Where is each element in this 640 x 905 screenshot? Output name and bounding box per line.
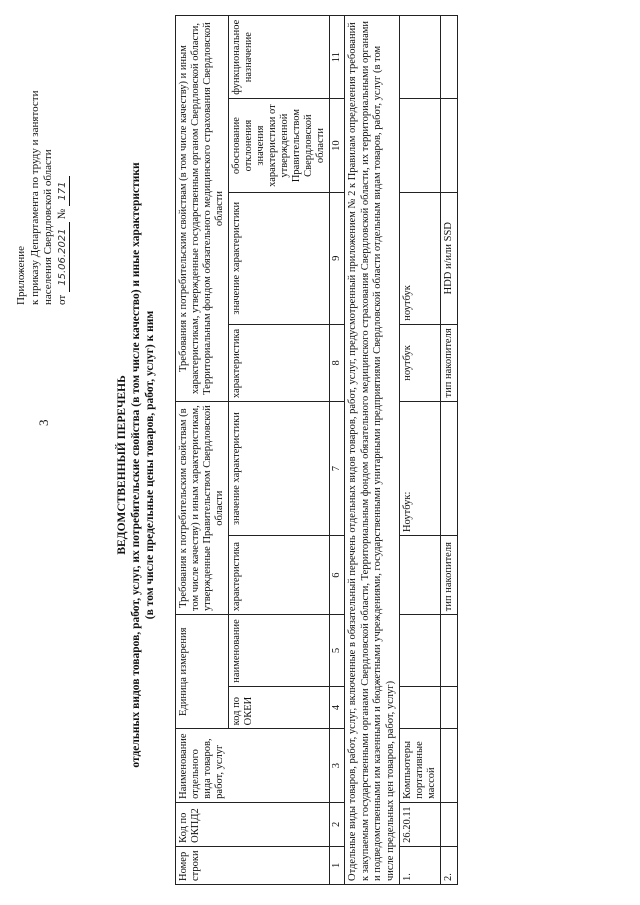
row-gov-val: Ноутбук: xyxy=(400,402,441,536)
row-func xyxy=(400,16,441,99)
row-func xyxy=(441,16,458,99)
row-okpd xyxy=(441,802,458,846)
appendix-block xyxy=(15,5,70,305)
page-number: 3 xyxy=(36,419,51,426)
document-title xyxy=(115,75,157,855)
row-gov-char: тип накопителя xyxy=(441,536,458,615)
header-dept-val: значение характеристики xyxy=(229,192,330,324)
row-unit-code xyxy=(400,686,441,729)
header-okpd: Код по ОКПД2 xyxy=(176,802,330,846)
header-row-num: Номер строки xyxy=(176,846,330,884)
column-numbers-row xyxy=(330,16,345,885)
header-unit: Единица измерения xyxy=(176,615,229,729)
row-unit-name xyxy=(441,615,458,687)
number-label: № xyxy=(55,208,68,220)
row-okpd: 26.20.11 xyxy=(400,802,441,846)
header-dept-just: обоснование отклонения значения характеристики от утвержденной Правительством Свердловской области xyxy=(229,99,330,192)
header-gov-val: значение характеристики xyxy=(229,402,330,536)
appendix-line-1: Приложение xyxy=(15,245,27,305)
col-number: 7 xyxy=(330,402,345,536)
row-gov-val xyxy=(441,402,458,536)
table-row xyxy=(400,16,441,885)
note-row xyxy=(345,16,400,885)
col-number: 1 xyxy=(330,846,345,884)
row-unit-name xyxy=(400,615,441,687)
appendix-line-3: населения Свердловской области xyxy=(42,149,54,305)
header-gov-char: характеристика xyxy=(229,536,330,615)
col-number: 3 xyxy=(330,729,345,803)
col-number: 11 xyxy=(330,16,345,99)
section-note: Отдельные виды товаров, работ, услуг, включенные в обязательный перечень отдельных видов товаров, работ, услуг, предусмотренный приложением № 2 к Правилам определения требований к закупаемым государственными органами Свердловской области, Территориальным фондом обязательного медицинского страхования Свердловской области, их территориальными органами и подведомственными им казенными и бюджетными учреждениями, государственными унитарными предприятиями Свердловской области отдельным видам товаров, работ, услуг (в том числе предельных цен товаров, работ, услуг) xyxy=(345,16,400,885)
appendix-line-2: к приказу Департамента по труду и занятости xyxy=(28,90,41,305)
row-dept-val: HDD и/или SSD xyxy=(441,192,458,324)
row-dept-char: ноутбук xyxy=(400,324,441,401)
header-name: Наименование отдельного вида товаров, работ, услуг xyxy=(176,729,330,803)
rotated-page-content xyxy=(15,5,615,895)
title-line-1: ВЕДОМСТВЕННЫЙ ПЕРЕЧЕНЬ xyxy=(116,375,128,555)
header-dept-char: характеристика xyxy=(229,324,330,401)
col-number: 4 xyxy=(330,686,345,729)
table-row xyxy=(441,16,458,885)
from-label: от xyxy=(55,294,68,305)
row-just xyxy=(441,99,458,192)
row-num: 1. xyxy=(400,846,441,884)
col-number: 6 xyxy=(330,536,345,615)
col-number: 5 xyxy=(330,615,345,687)
title-line-2: отдельных видов товаров, работ, услуг, их потребительские свойства (в том числе качество) и иные характеристики xyxy=(130,162,142,768)
list-table xyxy=(175,15,458,885)
col-number: 10 xyxy=(330,99,345,192)
row-just xyxy=(400,99,441,192)
row-dept-val: ноутбук xyxy=(400,192,441,324)
appendix-date-line xyxy=(56,5,71,305)
header-dept-req: Требования к потребительским свойствам (в том числе качеству) и иным характеристикам, утвержденные государственным органом Свердловской области, Территориальным фондом обязательного медицинского страхования Свердловской области xyxy=(176,16,229,402)
row-num: 2. xyxy=(441,846,458,884)
col-number: 8 xyxy=(330,324,345,401)
row-dept-char: тип накопителя xyxy=(441,324,458,401)
header-unit-code: код по ОКЕИ xyxy=(229,686,330,729)
col-number: 9 xyxy=(330,192,345,324)
row-name: Компьютеры портативные массой xyxy=(400,729,441,803)
row-name xyxy=(441,729,458,803)
number-value: 171 xyxy=(56,176,71,206)
row-unit-code xyxy=(441,686,458,729)
date-value: 15.06.2021 xyxy=(56,222,71,292)
title-line-3: (в том числе предельные цены товаров, работ, услуг) к ним xyxy=(144,310,156,620)
header-gov-req: Требования к потребительским свойствам (в том числе качеству) и иным характеристикам, утвержденные Правительством Свердловской области xyxy=(176,402,229,615)
header-unit-name: наименование xyxy=(229,615,330,687)
col-number: 2 xyxy=(330,802,345,846)
header-dept-func: функциональное назначение xyxy=(229,16,330,99)
row-gov-char xyxy=(400,536,441,615)
